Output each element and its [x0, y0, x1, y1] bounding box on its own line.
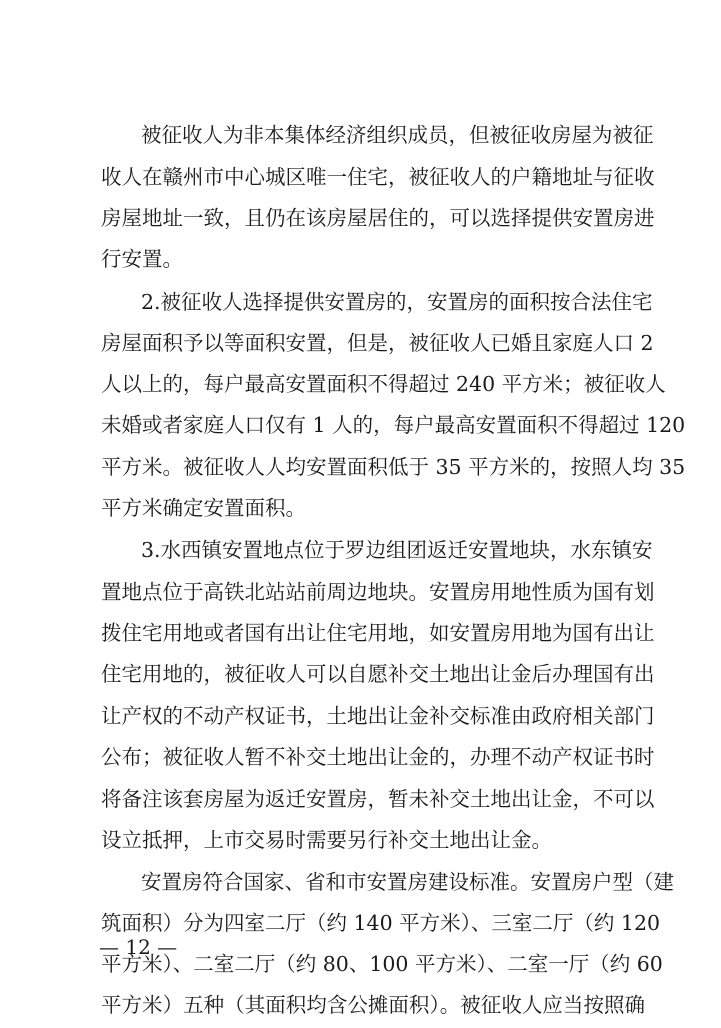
page-number: — 12 — — [99, 935, 178, 959]
paragraph-1-line-4: 行安置。 — [101, 247, 183, 271]
paragraph-3-line-5: 让产权的不动产权证书，土地出让金补交标准由政府相关部门 — [101, 704, 655, 728]
paragraph-2-line-1: 2.被征收人选择提供安置房的，安置房的面积按合法住宅 — [141, 290, 653, 314]
paragraph-2-line-2: 房屋面积予以等面积安置，但是，被征收人已婚且家庭人口 2 — [101, 331, 654, 355]
paragraph-3-line-4: 住宅用地的，被征收人可以自愿补交土地出让金后办理国有出 — [101, 662, 655, 686]
paragraph-2-line-4: 未婚或者家庭人口仅有 1 人的，每户最高安置面积不得超过 120 — [101, 413, 686, 437]
paragraph-3-line-7: 将备注该套房屋为返迁安置房，暂未补交土地出让金，不可以 — [101, 787, 655, 811]
paragraph-3-line-6: 公布；被征收人暂不补交土地出让金的，办理不动产权证书时 — [101, 745, 655, 769]
paragraph-3-line-3: 拨住宅用地或者国有出让住宅用地，如安置房用地为国有出让 — [101, 621, 655, 645]
paragraph-4-line-3: 平方米）、二室二厅（约 80、100 平方米）、二室一厅（约 60 — [101, 952, 663, 976]
paragraph-2-line-6: 平方米确定安置面积。 — [101, 496, 306, 520]
paragraph-3-line-1: 3.水西镇安置地点位于罗边组团返迁安置地块，水东镇安 — [141, 538, 653, 562]
paragraph-2-line-5: 平方米。被征收人人均安置面积低于 35 平方米的，按照人均 35 — [101, 455, 686, 479]
paragraph-1-line-1: 被征收人为非本集体经济组织成员，但被征收房屋为被征 — [141, 123, 654, 147]
paragraph-2-line-3: 人以上的，每户最高安置面积不得超过 240 平方米；被征收人 — [101, 372, 666, 396]
paragraph-4-line-1: 安置房符合国家、省和市安置房建设标准。安置房户型（建 — [141, 870, 674, 894]
paragraph-3-line-2: 置地点位于高铁北站站前周边地块。安置房用地性质为国有划 — [101, 580, 655, 604]
paragraph-3-line-8: 设立抵押，上市交易时需要另行补交土地出让金。 — [101, 828, 552, 852]
paragraph-1-line-2: 收人在赣州市中心城区唯一住宅，被征收人的户籍地址与征收 — [101, 165, 655, 189]
paragraph-1-line-3: 房屋地址一致，且仍在该房屋居住的，可以选择提供安置房进 — [101, 206, 655, 230]
paragraph-4-line-4: 平方米）五种（其面积均含公摊面积）。被征收人应当按照确 — [101, 993, 645, 1017]
paragraph-4-line-2: 筑面积）分为四室二厅（约 140 平方米）、三室二厅（约 120 — [101, 911, 661, 935]
